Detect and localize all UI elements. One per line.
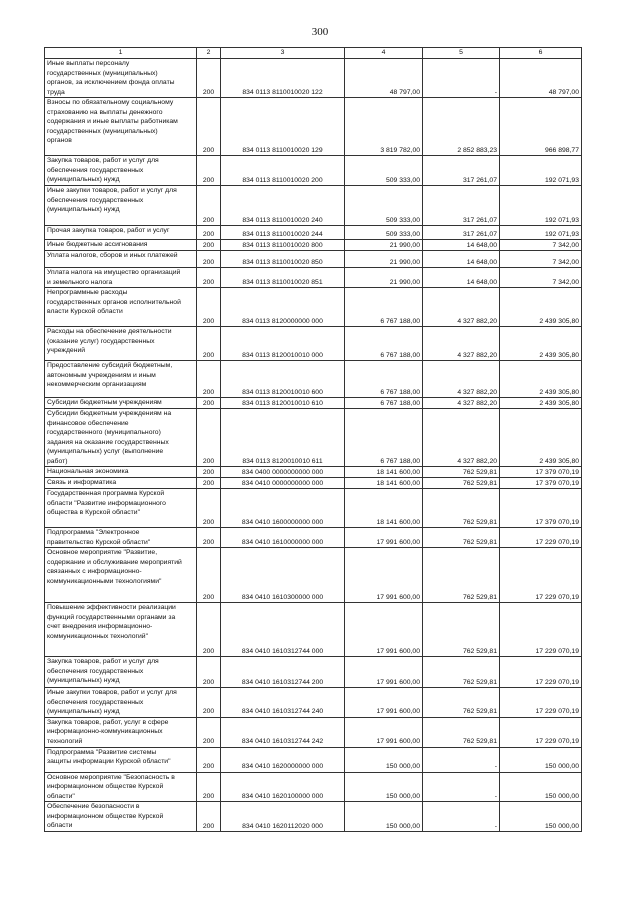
row-name: Субсидии бюджетным учреждениям (45, 398, 197, 409)
row-code: 834 0113 8120010010 610 (221, 398, 345, 409)
row-value-col6: 2 439 305,80 (500, 398, 582, 409)
row-code: 834 0410 1620112020 000 (221, 802, 345, 832)
row-code: 834 0113 8120010010 000 (221, 327, 345, 361)
row-name: Иные выплаты персоналу государственных (муниципальных) органов, за исключением фонда оплаты труда (45, 59, 197, 98)
row-value-col5: 14 648,00 (423, 251, 500, 268)
row-name: Государственная программа Курской области "Развитие информационного общества в Курской области" (45, 489, 197, 528)
row-code: 834 0113 8120000000 000 (221, 288, 345, 327)
table-row (45, 772, 582, 802)
row-value-col6: 17 229 070,19 (500, 528, 582, 548)
row-name: Закупка товаров, работ, услуг в сфере информационно-коммуникационных технологий (45, 717, 197, 747)
budget-table (44, 47, 582, 832)
row-code: 834 0113 8110010020 244 (221, 226, 345, 240)
row-value-col4: 509 333,00 (345, 186, 423, 226)
row-col2: 200 (197, 772, 221, 802)
row-value-col4: 17 991 600,00 (345, 657, 423, 688)
table-row (45, 240, 582, 251)
table-row (45, 156, 582, 186)
row-value-col6: 17 229 070,19 (500, 657, 582, 688)
table-row (45, 489, 582, 528)
row-value-col6: 17 379 070,19 (500, 489, 582, 528)
table-row (45, 603, 582, 657)
row-value-col6: 48 797,00 (500, 59, 582, 98)
row-value-col5: 317 261,07 (423, 226, 500, 240)
row-value-col4: 18 141 600,00 (345, 489, 423, 528)
page-number: 300 (311, 26, 329, 38)
row-name: Обеспечение безопасности в информационном обществе Курской области (45, 802, 197, 832)
row-name: Прочая закупка товаров, работ и услуг (45, 226, 197, 240)
row-value-col6: 7 342,00 (500, 251, 582, 268)
row-value-col5: 762 529,81 (423, 528, 500, 548)
row-value-col4: 6 767 188,00 (345, 409, 423, 467)
row-code: 834 0113 8110010020 850 (221, 251, 345, 268)
row-col2: 200 (197, 747, 221, 772)
table-row (45, 747, 582, 772)
row-name: Расходы на обеспечение деятельности (оказание услуг) государственных учреждений (45, 327, 197, 361)
row-value-col6: 150 000,00 (500, 747, 582, 772)
header-col-4: 4 (345, 48, 423, 59)
table-row (45, 657, 582, 688)
row-code: 834 0410 1620000000 000 (221, 747, 345, 772)
row-col2: 200 (197, 548, 221, 603)
table-row (45, 251, 582, 268)
row-col2: 200 (197, 478, 221, 489)
row-name: Непрограммные расходы государственных органов исполнительной власти Курской области (45, 288, 197, 327)
row-value-col4: 17 991 600,00 (345, 548, 423, 603)
row-col2: 200 (197, 657, 221, 688)
row-value-col6: 2 439 305,80 (500, 327, 582, 361)
row-name: Подпрограмма "Электронное правительство Курской области" (45, 528, 197, 548)
row-value-col4: 150 000,00 (345, 802, 423, 832)
row-value-col6: 17 229 070,19 (500, 548, 582, 603)
row-value-col6: 150 000,00 (500, 772, 582, 802)
header-col-2: 2 (197, 48, 221, 59)
row-col2: 200 (197, 226, 221, 240)
row-name: Иные бюджетные ассигнования (45, 240, 197, 251)
row-value-col4: 3 819 782,00 (345, 98, 423, 156)
row-value-col6: 966 898,77 (500, 98, 582, 156)
table-row (45, 186, 582, 226)
row-col2: 200 (197, 489, 221, 528)
row-value-col5: 4 327 882,20 (423, 327, 500, 361)
row-value-col6: 17 229 070,19 (500, 688, 582, 718)
row-value-col4: 17 991 600,00 (345, 688, 423, 718)
row-code: 834 0410 1610312744 000 (221, 603, 345, 657)
row-value-col6: 2 439 305,80 (500, 361, 582, 398)
header-col-6: 6 (500, 48, 582, 59)
table-row (45, 717, 582, 747)
row-value-col4: 18 141 600,00 (345, 467, 423, 478)
row-code: 834 0113 8110010020 240 (221, 186, 345, 226)
row-col2: 200 (197, 688, 221, 718)
row-name: Закупка товаров, работ и услуг для обеспечения государственных (муниципальных) нужд (45, 156, 197, 186)
row-name: Основное мероприятие "Безопасность в информационном обществе Курской области" (45, 772, 197, 802)
row-col2: 200 (197, 268, 221, 288)
table-row (45, 409, 582, 467)
row-value-col5: 4 327 882,20 (423, 361, 500, 398)
row-value-col4: 21 990,00 (345, 240, 423, 251)
row-code: 834 0400 0000000000 000 (221, 467, 345, 478)
table-row (45, 268, 582, 288)
table-row (45, 467, 582, 478)
row-value-col6: 150 000,00 (500, 802, 582, 832)
table-row (45, 398, 582, 409)
table-row (45, 528, 582, 548)
row-value-col4: 21 990,00 (345, 251, 423, 268)
row-col2: 200 (197, 186, 221, 226)
row-value-col4: 21 990,00 (345, 268, 423, 288)
row-value-col6: 17 379 070,19 (500, 467, 582, 478)
row-value-col5: 4 327 882,20 (423, 409, 500, 467)
header-col-3: 3 (221, 48, 345, 59)
table-row (45, 59, 582, 98)
row-value-col5: 762 529,81 (423, 467, 500, 478)
row-col2: 200 (197, 361, 221, 398)
row-value-col4: 6 767 188,00 (345, 361, 423, 398)
header-col-1: 1 (45, 48, 197, 59)
row-code: 834 0410 1610312744 240 (221, 688, 345, 718)
row-value-col5: 14 648,00 (423, 240, 500, 251)
row-code: 834 0410 1600000000 000 (221, 489, 345, 528)
row-code: 834 0410 1610000000 000 (221, 528, 345, 548)
row-value-col5: 762 529,81 (423, 489, 500, 528)
row-value-col5: 762 529,81 (423, 717, 500, 747)
row-value-col4: 150 000,00 (345, 772, 423, 802)
row-code: 834 0410 1610300000 000 (221, 548, 345, 603)
table-row (45, 688, 582, 718)
row-name: Закупка товаров, работ и услуг для обеспечения государственных (муниципальных) нужд (45, 657, 197, 688)
row-value-col4: 150 000,00 (345, 747, 423, 772)
row-col2: 200 (197, 251, 221, 268)
row-value-col6: 192 071,93 (500, 156, 582, 186)
row-value-col5: 14 648,00 (423, 268, 500, 288)
row-name: Национальная экономика (45, 467, 197, 478)
table-row (45, 98, 582, 156)
row-code: 834 0113 8120010010 611 (221, 409, 345, 467)
row-value-col5: 4 327 882,20 (423, 288, 500, 327)
row-value-col5: 762 529,81 (423, 548, 500, 603)
row-code: 834 0113 8110010020 122 (221, 59, 345, 98)
row-value-col4: 18 141 600,00 (345, 478, 423, 489)
row-value-col4: 17 991 600,00 (345, 528, 423, 548)
row-name: Подпрограмма "Развитие системы защиты информации Курской области" (45, 747, 197, 772)
row-col2: 200 (197, 603, 221, 657)
row-value-col5: 2 852 883,23 (423, 98, 500, 156)
row-code: 834 0410 1610312744 200 (221, 657, 345, 688)
row-value-col5: - (423, 747, 500, 772)
row-name: Предоставление субсидий бюджетным, автономным учреждениям и иным некоммерческим организациям (45, 361, 197, 398)
row-col2: 200 (197, 156, 221, 186)
row-col2: 200 (197, 398, 221, 409)
row-code: 834 0113 8110010020 800 (221, 240, 345, 251)
row-value-col5: - (423, 772, 500, 802)
row-value-col5: 317 261,07 (423, 186, 500, 226)
row-value-col4: 509 333,00 (345, 226, 423, 240)
table-body (45, 59, 582, 832)
row-code: 834 0113 8120010010 600 (221, 361, 345, 398)
row-value-col6: 17 229 070,19 (500, 603, 582, 657)
table-row (45, 288, 582, 327)
row-name: Повышение эффективности реализации функций государственными органами за счет внедрения информационно- коммуникационных технологий" (45, 603, 197, 657)
row-value-col6: 17 229 070,19 (500, 717, 582, 747)
table-row (45, 478, 582, 489)
row-value-col4: 6 767 188,00 (345, 398, 423, 409)
row-col2: 200 (197, 240, 221, 251)
row-name: Иные закупки товаров, работ и услуг для обеспечения государственных (муниципальных) нужд (45, 186, 197, 226)
row-value-col5: - (423, 59, 500, 98)
row-col2: 200 (197, 409, 221, 467)
row-value-col4: 509 333,00 (345, 156, 423, 186)
row-name: Иные закупки товаров, работ и услуг для обеспечения государственных (муниципальных) нужд (45, 688, 197, 718)
row-col2: 200 (197, 717, 221, 747)
row-value-col4: 48 797,00 (345, 59, 423, 98)
row-value-col4: 6 767 188,00 (345, 288, 423, 327)
row-code: 834 0410 1620100000 000 (221, 772, 345, 802)
header-col-5: 5 (423, 48, 500, 59)
row-col2: 200 (197, 327, 221, 361)
row-value-col6: 7 342,00 (500, 268, 582, 288)
row-col2: 200 (197, 802, 221, 832)
row-name: Субсидии бюджетным учреждениям на финансовое обеспечение государственного (муниципального) задания на оказание государственных (муниципальных) услуг (выполнение работ) (45, 409, 197, 467)
row-name: Уплата налогов, сборов и иных платежей (45, 251, 197, 268)
row-name: Основное мероприятие "Развитие, содержание и обслуживание мероприятий связанных с информационно- коммуникационными технологиями" (45, 548, 197, 603)
table-row (45, 361, 582, 398)
table-row (45, 548, 582, 603)
row-col2: 200 (197, 528, 221, 548)
row-value-col5: 317 261,07 (423, 156, 500, 186)
row-name: Взносы по обязательному социальному страхованию на выплаты денежного содержания и иные выплаты работникам государственных (муниципальных) органов (45, 98, 197, 156)
row-value-col4: 17 991 600,00 (345, 603, 423, 657)
row-code: 834 0113 8110010020 851 (221, 268, 345, 288)
row-code: 834 0113 8110010020 129 (221, 98, 345, 156)
row-value-col5: 762 529,81 (423, 657, 500, 688)
row-value-col6: 17 379 070,19 (500, 478, 582, 489)
row-value-col5: 762 529,81 (423, 478, 500, 489)
row-value-col4: 17 991 600,00 (345, 717, 423, 747)
table-row (45, 327, 582, 361)
table-row (45, 226, 582, 240)
row-value-col5: 762 529,81 (423, 603, 500, 657)
row-value-col5: - (423, 802, 500, 832)
table-header-row (45, 48, 582, 59)
row-code: 834 0410 0000000000 000 (221, 478, 345, 489)
row-code: 834 0113 8110010020 200 (221, 156, 345, 186)
row-value-col6: 7 342,00 (500, 240, 582, 251)
row-code: 834 0410 1610312744 242 (221, 717, 345, 747)
row-name: Связь и информатика (45, 478, 197, 489)
row-value-col6: 192 071,93 (500, 226, 582, 240)
table-row (45, 802, 582, 832)
row-name: Уплата налога на имущество организаций и земельного налога (45, 268, 197, 288)
row-value-col5: 4 327 882,20 (423, 398, 500, 409)
row-col2: 200 (197, 288, 221, 327)
row-value-col6: 2 439 305,80 (500, 288, 582, 327)
row-value-col4: 6 767 188,00 (345, 327, 423, 361)
row-value-col5: 762 529,81 (423, 688, 500, 718)
row-col2: 200 (197, 467, 221, 478)
row-col2: 200 (197, 59, 221, 98)
row-value-col6: 192 071,93 (500, 186, 582, 226)
row-col2: 200 (197, 98, 221, 156)
row-value-col6: 2 439 305,80 (500, 409, 582, 467)
